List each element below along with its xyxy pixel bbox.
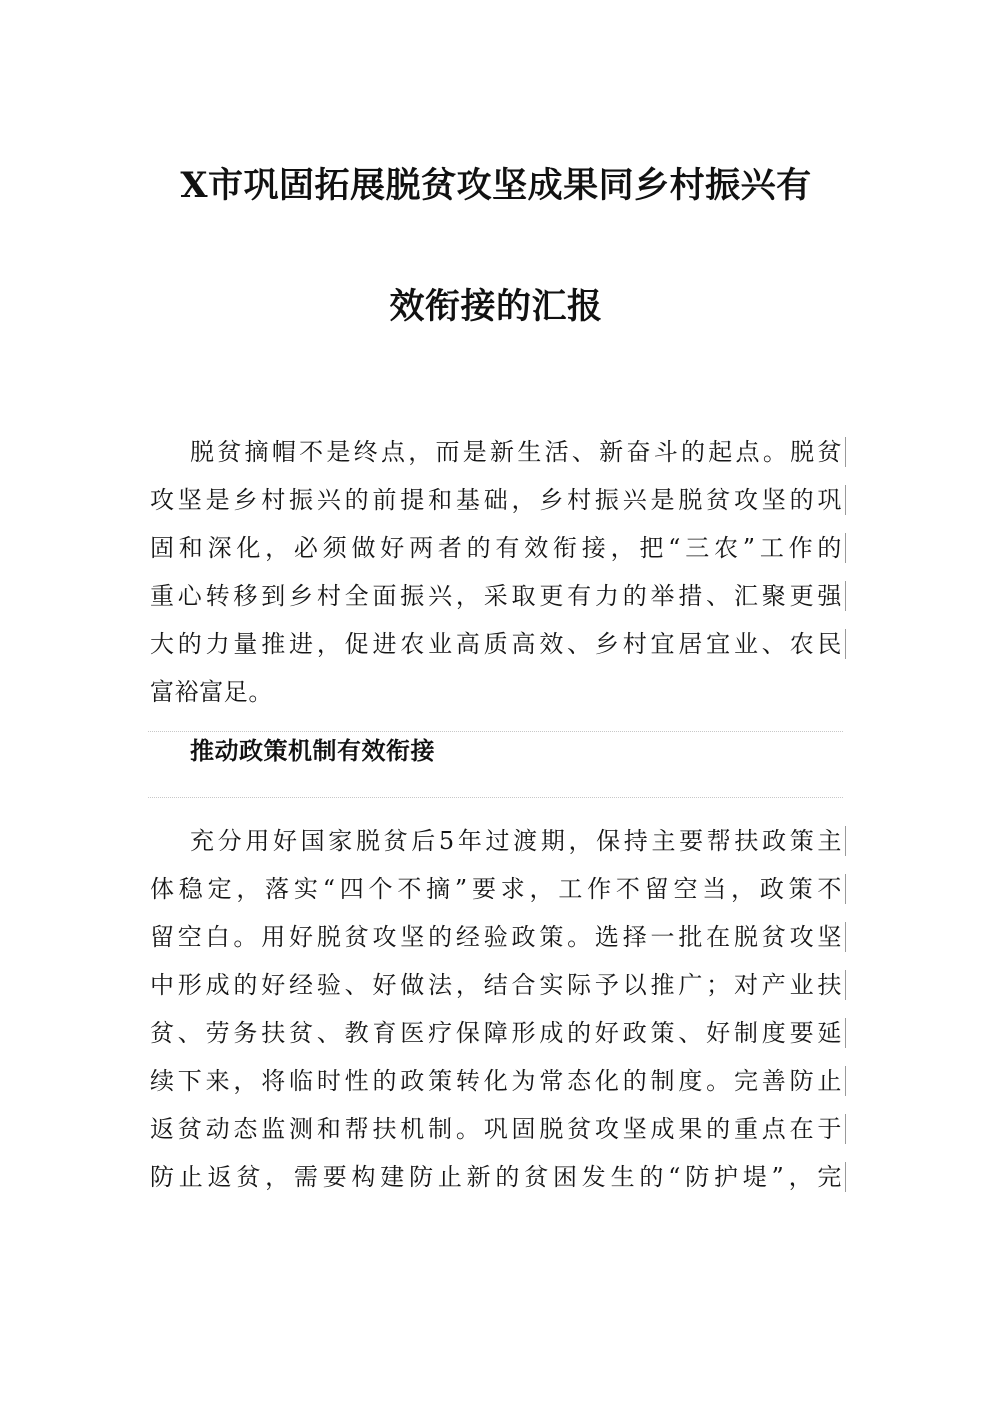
paragraph-line: 留空白。用好脱贫攻坚的经验政策。选择一批在脱贫攻坚 <box>150 913 842 961</box>
paragraph-line: 攻坚是乡村振兴的前提和基础，乡村振兴是脱贫攻坚的巩 <box>150 476 842 524</box>
section-paragraph <box>150 817 842 1201</box>
paragraph-line: 贫、劳务扶贫、教育医疗保障形成的好政策、好制度要延 <box>150 1009 842 1057</box>
paragraph-line: 富裕富足。 <box>150 678 273 706</box>
section-divider <box>148 797 843 798</box>
document-title-line-2: 效衔接的汇报 <box>389 286 603 327</box>
paragraph-line: 重心转移到乡村全面振兴，采取更有力的举措、汇聚更强 <box>150 572 842 620</box>
paragraph-line: 体稳定，落实“四个不摘”要求，工作不留空当，政策不 <box>150 865 842 913</box>
paragraph-line: 大的力量推进，促进农业高质高效、乡村宜居宜业、农民 <box>150 620 842 668</box>
document-title-line-1: X市巩固拓展脱贫攻坚成果同乡村振兴有 <box>180 165 812 206</box>
paragraph-line: 充分用好国家脱贫后5年过渡期，保持主要帮扶政策主 <box>150 817 842 865</box>
paragraph-line: 固和深化，必须做好两者的有效衔接，把“三农”工作的 <box>150 524 842 572</box>
paragraph-line: 续下来，将临时性的政策转化为常态化的制度。完善防止 <box>150 1057 842 1105</box>
section-divider <box>148 731 843 732</box>
paragraph-line: 中形成的好经验、好做法，结合实际予以推广；对产业扶 <box>150 961 842 1009</box>
paragraph-line: 返贫动态监测和帮扶机制。巩固脱贫攻坚成果的重点在于 <box>150 1105 842 1153</box>
section-heading: 推动政策机制有效衔接 <box>190 737 435 765</box>
paragraph-line: 防止返贫，需要构建防止新的贫困发生的“防护堤”，完 <box>150 1153 842 1201</box>
intro-paragraph <box>150 428 842 716</box>
paragraph-line: 脱贫摘帽不是终点，而是新生活、新奋斗的起点。脱贫 <box>150 428 842 476</box>
